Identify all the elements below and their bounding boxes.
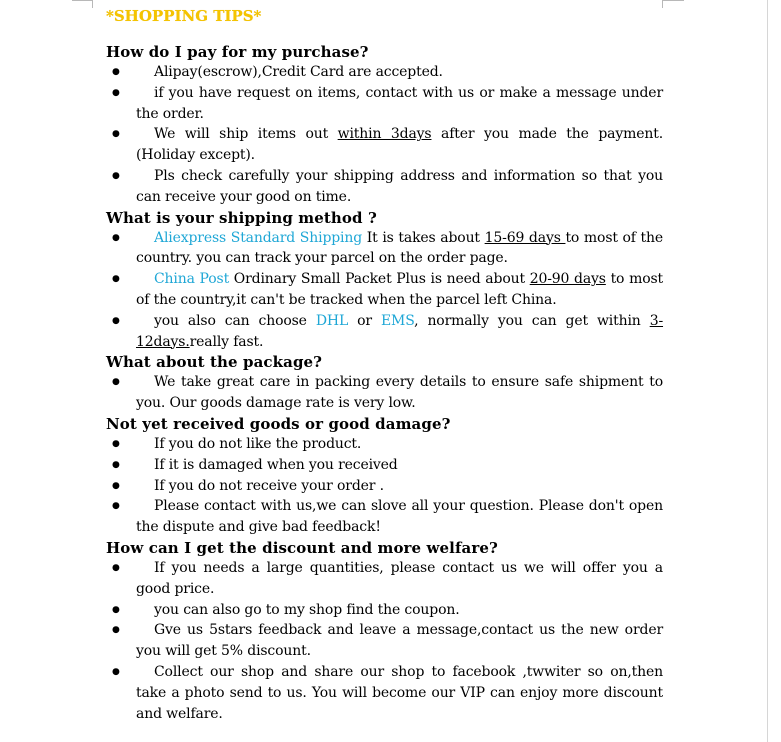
section-heading: How can I get the discount and more welfare? (106, 538, 498, 557)
bullet-icon: ● (112, 129, 120, 140)
bullet-list (106, 62, 663, 208)
list-item (106, 269, 663, 311)
document-title: *SHOPPING TIPS* (106, 7, 262, 25)
page-corner-mark-right (662, 0, 684, 1)
list-item (106, 166, 663, 208)
text-run: If it is damaged when you received (154, 456, 398, 473)
list-item (106, 434, 663, 455)
text-run: you can also go to my shop find the coupon. (154, 601, 460, 618)
text-run: We will ship items out (154, 126, 338, 143)
list-item (106, 496, 663, 538)
list-item (106, 662, 663, 724)
bullet-icon: ● (112, 562, 120, 573)
section-heading: How do I pay for my purchase? (106, 43, 369, 61)
list-item (106, 620, 663, 662)
text-run: Alipay(escrow),Credit Card are accepted. (154, 64, 443, 80)
bullet-icon: ● (112, 480, 120, 491)
text-run: Collect our shop and share our shop to facebook ,twwiter so on,then take a photo send to us. You will become our VIP can enjoy more discount and welfare. (136, 663, 663, 722)
section-heading: What is your shipping method ? (106, 208, 377, 227)
list-item (106, 372, 663, 414)
section-heading: What about the package? (106, 353, 323, 372)
page-corner-mark-left-vertical (92, 0, 93, 8)
bullet-icon: ● (112, 170, 120, 181)
text-run: really fast. (189, 333, 264, 350)
text-run: We take great care in packing every details to ensure safe shipment to you. Our goods damage rate is very low. (136, 374, 663, 412)
text-run: , normally you can get within (414, 312, 650, 329)
text-run: you also can choose (154, 312, 316, 329)
list-item (106, 124, 663, 166)
list-item (106, 62, 663, 83)
list-item (106, 228, 663, 270)
bullet-list (106, 372, 663, 414)
underlined-text: 15-69 days (484, 229, 566, 246)
document-body (106, 4, 663, 724)
text-run: or (348, 312, 381, 329)
page-right-edge (767, 0, 768, 742)
bullet-icon: ● (112, 274, 120, 285)
bullet-icon: ● (112, 501, 120, 512)
list-item (106, 476, 663, 497)
bullet-icon: ● (112, 315, 120, 326)
text-run: if you have request on items, contact with us or make a message under the order. (136, 84, 663, 122)
text-run: If you do not receive your order . (154, 477, 384, 494)
bullet-icon: ● (112, 87, 120, 98)
text-run: to most of the country,it can't be tracked when the parcel left China. (136, 271, 663, 308)
bullet-list (106, 434, 663, 538)
bullet-icon: ● (112, 604, 120, 615)
bullet-icon: ● (112, 438, 120, 449)
highlighted-text: EMS (380, 312, 415, 329)
bullet-icon: ● (112, 666, 120, 677)
underlined-text: 3-12days. (136, 312, 664, 350)
highlighted-text: Aliexpress Standard Shipping (154, 229, 363, 246)
highlighted-text: DHL (315, 312, 349, 329)
text-run: Gve us 5stars feedback and leave a message,contact us the new order you will get 5% discount. (136, 622, 663, 660)
text-run: Ordinary Small Packet Plus is need about (229, 271, 530, 288)
text-run: Pls check carefully your shipping address and information so that you can receive your good on time. (136, 167, 663, 205)
bullet-list (106, 558, 663, 724)
text-run: to most of the country. you can track your parcel on the order page. (136, 229, 664, 267)
bullet-icon: ● (112, 67, 120, 77)
list-item (106, 558, 663, 600)
text-run: If you do not like the product. (154, 435, 362, 452)
list-item (106, 83, 663, 125)
bullet-icon: ● (112, 459, 120, 470)
underlined-text: 20-90 days (529, 271, 606, 288)
page-corner-mark-left (72, 0, 92, 1)
list-item (106, 311, 663, 353)
bullet-list (106, 228, 663, 353)
text-run: It is takes about (362, 229, 485, 246)
list-item (106, 455, 663, 476)
text-run: If you needs a large quantities, please contact us we will offer you a good price. (136, 559, 663, 597)
highlighted-text: China Post (154, 271, 230, 288)
list-item (106, 600, 663, 621)
bullet-icon: ● (112, 625, 120, 636)
tips-sections (106, 42, 663, 724)
text-run: Please contact with us,we can slove all your question. Please don't open the dispute and give bad feedback! (136, 498, 663, 536)
underlined-text: within 3days (337, 126, 432, 143)
bullet-icon: ● (112, 377, 120, 388)
text-run: after you made the payment.(Holiday except). (136, 126, 663, 164)
section-heading: Not yet received goods or good damage? (106, 414, 451, 433)
bullet-icon: ● (112, 232, 120, 243)
